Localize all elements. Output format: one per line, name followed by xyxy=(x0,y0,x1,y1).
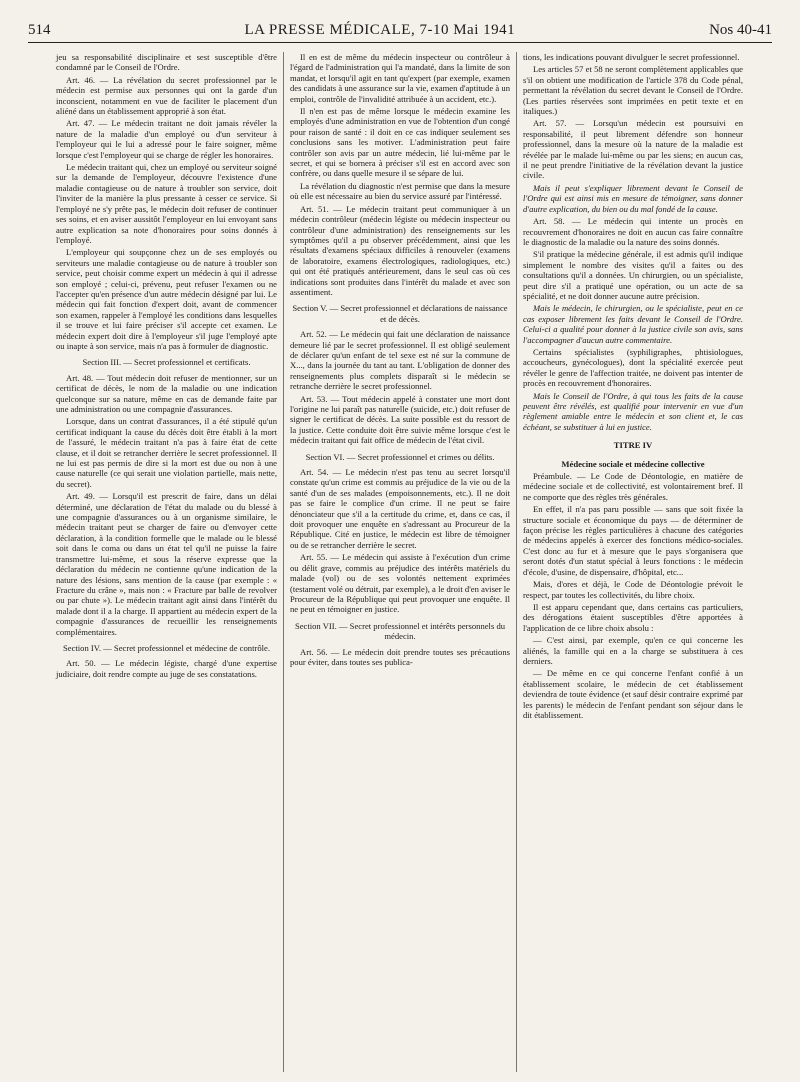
title-heading: TITRE IV xyxy=(613,440,653,451)
paragraph: En effet, il n'a pas paru possible — sans que soit fixée la structure sociale et économique du pays — de déterminer de façon précise les règles particulières à chacune des catégories de médecins appelés à exercer des fonctions médico-sociales. C'est donc au fur et à mesure que le pays s'organisera que seront dotés d'un statut spécial à leurs fonctions : le médecin d'école, d'usine, de dispensaire, d'hôpital, etc... xyxy=(523,504,743,577)
paragraph: Art. 47. — Le médecin traitant ne doit jamais révéler la nature de la maladie d'un employé ou d'un serviteur à l'employeur qui le lui a adressé pour le faire soigner, même lorsque c'est l'employeur qui se charge de régler les honoraires. xyxy=(56,118,277,160)
italic-note: Mais le Conseil de l'Ordre, à qui tous les faits de la cause peuvent être révélés, est qualifié pour intervenir en vue d'un règlement amiable entre le médecin et son client et, le cas échéant, se substituer à lui en justice. xyxy=(523,390,743,432)
journal-title: LA PRESSE MÉDICALE, 7-10 Mai 1941 xyxy=(244,21,516,38)
paragraph: Il est apparu cependant que, dans certains cas particuliers, des dérogations étaient susceptibles d'être apportées à l'application de ce libre choix absolu : xyxy=(523,601,743,633)
paragraph: Art. 54. — Le médecin n'est pas tenu au secret lorsqu'il constate qu'un crime est commis au préjudice de la vie ou de la santé d'un de ses malades (empoisonnements, etc.). Il ne doit pas se faire le complice d'un crime. Il ne peut se faire dénonciateur que s'il a la certitude du crime, et, dans ce cas, il doit provoquer une enquête en s'adressant au Procureur de la République. Cité en justice, le médecin est libre de témoigner ou de se retrancher derrière le secret. xyxy=(290,467,510,550)
section-heading: Section VI. — Secret professionnel et crimes ou délits. xyxy=(305,451,495,462)
paragraph: L'employeur qui soupçonne chez un de ses employés ou serviteurs une maladie contagieuse ou de nature à troubler son service, peut choisir comme expert un médecin à qui il adresse son employé ; celui-ci, prévenu, peut refuser l'examen ou ne l'accepter qu'en présence d'un autre médecin désigné par lui. Le médecin qui fait fonction d'expert doit, avant de commencer son examen, rappeler à l'employé les conditions dans lesquelles il se trouve et lui faire préciser s'il accepte cet examen. Le médecin expert doit dire à l'employeur s'il juge l'employé apte ou inapte à son service, mais n'a pas à formuler de diagnostic. xyxy=(56,247,277,351)
paragraph: Certains spécialistes (syphiligraphes, phtisiologues, accoucheurs, gynécologues), dont la spécialité exercée peut révéler le genre de l'affection traitée, ne doivent pas intenter de procès en recouvrement d'honoraires. xyxy=(523,346,743,389)
page-header xyxy=(28,18,772,43)
section-heading: Section III. — Secret professionnel et certificats. xyxy=(82,357,251,368)
paragraph: S'il pratique la médecine générale, il est admis qu'il indique simplement le nombre des visites qu'il a faites ou des consultations qu'il a données. Un chirurgien, ou un spécialiste, peut dire s'il a pratiqué une opération, ou un acte de sa spécialité, et ne doit donner aucune autre précision. xyxy=(523,249,743,301)
article-columns xyxy=(50,52,750,1072)
section-heading: Section V. — Secret professionnel et déclarations de naissance et de décès. xyxy=(292,303,508,324)
paragraph: Mais, d'ores et déjà, le Code de Déontologie prévoit le respect, par toutes les collectivités, du libre choix. xyxy=(523,579,743,600)
paragraph: Art. 56. — Le médecin doit prendre toutes ses précautions pour éviter, dans toutes ses publica- xyxy=(290,646,510,667)
paragraph: jeu sa responsabilité disciplinaire et sest susceptible d'être condamné par le Conseil de l'Ordre. xyxy=(56,52,277,73)
paragraph: Les articles 57 et 58 ne seront complètement applicables que s'il on obtient une modification de l'article 378 du Code pénal, permettant la révélation du secret devant le Conseil de l'Ordre. (Les parties réservées sont imprimées en petit texte et en italiques.) xyxy=(523,64,743,117)
paragraph: La révélation du diagnostic n'est permise que dans la mesure où elle est nécessaire au bien du service assuré par l'intéressé. xyxy=(290,180,510,202)
issue-number: Nos 40-41 xyxy=(709,21,772,38)
paragraph: — De même en ce qui concerne l'enfant confié à un établissement scolaire, le médecin de cet établissement deviendra de toute évidence (et sauf désir contraire exprimé par les parents) le médecin de l'enfant pendant son séjour dans le dit établissement. xyxy=(523,668,743,720)
page-number: 514 xyxy=(28,21,51,38)
paragraph: Il n'en est pas de même lorsque le médecin examine les employés d'une administration en vue de l'obtention d'un congé pour raison de santé : il doit en ce cas indiquer seulement ses conclusions sans les motiver. L'administration peut faire contrôler son avis par un autre médecin, lié lui-même par le secret, et qui se bornera à préciser s'il est en accord avec son confrère, ou dans quelle mesure il se sépare de lui. xyxy=(290,106,510,179)
paragraph: Art. 49. — Lorsqu'il est prescrit de faire, dans un délai déterminé, une déclaration de l'état du malade ou du blessé à une compagnie d'assurances ou à un organisme similaire, le médecin traitant peut se charger de faire ou d'envoyer cette déclaration, à la condition formelle que le malade ou le blessé soit dans le coma ou dans un état tel qu'il ne puisse la faire transmettre lui-même, et sous la réserve expresse que la déclaration du médecin ne contienne qu'une indication de la nature des lésions, sans mention de la cause (par exemple : « Fracture du crâne », mais non : « Fracture par balle de revolver ou par chute »). Le médecin traitant agit ainsi dans l'intérêt du malade dont il a la charge. Il appartient au médecin expert de la compagnie d'assurances de recueillir les renseignements complémentaires. xyxy=(56,491,277,637)
paragraph: Art. 50. — Le médecin légiste, chargé d'une expertise judiciaire, doit rendre compte au juge de ses constatations. xyxy=(56,658,277,679)
column-1 xyxy=(50,52,283,1072)
paragraph: Art. 53. — Tout médecin appelé à constater une mort dont l'origine ne lui paraît pas naturelle (suicide, etc.) doit refuser de signer le certificat de décès. La suite possible est du ressort de la justice. Cette conduite doit être suivie même lorsque c'est le médecin traitant qui fait office de médecin de l'état civil. xyxy=(290,393,510,446)
paragraph: — C'est ainsi, par exemple, qu'en ce qui concerne les aliénés, la famille qui en a la charge se substituera à ces derniers. xyxy=(523,635,743,666)
column-3 xyxy=(516,52,749,1072)
italic-note: Mais il peut s'expliquer librement devant le Conseil de l'Ordre qui est ainsi mis en mesure de témoigner, sans donner d'autre explication, du bien ou du mal fondé de la cause. xyxy=(523,182,743,214)
column-2 xyxy=(283,52,516,1072)
section-heading: Section VII. — Secret professionnel et intérêts personnels du médecin. xyxy=(294,620,506,642)
paragraph: Art. 58. — Le médecin qui intente un procès en recouvrement d'honoraires ne doit en aucun cas faire connaître le diagnostic de la maladie ou la nature des soins donnés. xyxy=(523,216,743,247)
italic-note: Mais le médecin, le chirurgien, ou le spécialiste, peut en ce cas exposer librement les faits devant le Conseil de l'Ordre. Celui-ci a qualité pour donner à la justice civile son avis, sans l'accompagner d'aucun autre commentaire. xyxy=(523,303,743,345)
paragraph: Art. 51. — Le médecin traitant peut communiquer à un médecin contrôleur (médecin légiste ou médecin inspecteur ou contrôleur d'une administration) des renseignements sur les symptômes qu'il a pu observer précédemment, ainsi que les résultats d'examens spéciaux difficiles à renouveler (examens de laboratoire, examens électrologiques, radiologiques, etc.) qui ont été pratiqués antérieurement, dans le seul cas où ces indications sont produites dans l'intérêt du malade et avec son assentiment. xyxy=(290,203,510,297)
paragraph: Art. 48. — Tout médecin doit refuser de mentionner, sur un certificat de décès, le nom de la maladie ou une indication quelconque sur sa nature, même en cas de demande faite par une administration ou une compagnie d'assurances. xyxy=(56,372,277,414)
paragraph: Il en est de même du médecin inspecteur ou contrôleur à l'égard de l'administration qui l'a mandaté, dans la limite de son mandat, et lorsqu'il agit en tant qu'expert (par exemple, examen des candidats à une assurance sur la vie, examen d'aptitude à un emploi, contrôle de l'invalidité attribuée à un accident, etc.). xyxy=(290,52,510,104)
paragraph: Art. 57. — Lorsqu'un médecin est poursuivi en responsabilité, il peut librement défendre son honneur professionnel, dans la mesure où la nature de la maladie est révélée par le malade lui-même ou par les siens; en aucun cas, il ne peut prendre l'initiative de la révélation devant la justice civile. xyxy=(523,118,743,181)
title-heading: Médecine sociale et médecine collective xyxy=(561,458,705,469)
paragraph: Préambule. — Le Code de Déontologie, en matière de médecine sociale et de collectivité, est volontairement bref. Il ne comporte que des règles très générales. xyxy=(523,471,743,502)
paragraph: Art. 46. — La révélation du secret professionnel par le médecin est permise aux personnes qui ont la garde d'un inconscient, notamment en vue de faciliter le placement d'un aliéné dans un établissement approprié à son état. xyxy=(56,74,277,117)
paragraph: tions, les indications pouvant divulguer le secret professionnel. xyxy=(523,52,740,62)
paragraph: Art. 55. — Le médecin qui assiste à l'exécution d'un crime ou délit grave, commis au préjudice des intérêts matériels du malade (vol) ou de ses volontés nettement exprimées (testament volé ou détruit, par exemple), a le droit d'en aviser le Procureur de la République qui peut provoquer une enquête. Il ne peut en témoigner en justice. xyxy=(290,552,510,615)
paragraph: Art. 52. — Le médecin qui fait une déclaration de naissance demeure lié par le secret professionnel. Il est obligé seulement de déclarer qu'un enfant de tel sexe est né sur la commune de X..., dans la journée du tant au tant. L'obligation de donner des renseignements plus complets disparaît si le médecin se retranche derrière le secret professionnel. xyxy=(290,329,510,392)
paragraph: Lorsque, dans un contrat d'assurances, il a été stipulé qu'un certificat indiquant la cause du décès doit être établi à la mort de l'assuré, le médecin traitant n'a pas à faire état de cette clause, et il doit se retrancher derrière le secret professionnel. Il ne lui est pas permis de dire si la mort est due ou non à une cause naturelle (ce qui serait une violation partielle, mais nette, du secret). xyxy=(56,416,277,489)
section-heading: Section IV. — Secret professionnel et médecine de contrôle. xyxy=(63,642,270,653)
paragraph: Le médecin traitant qui, chez un employé ou serviteur soigné sur la demande de l'employeur, découvre l'existence d'une maladie contagieuse ou de nature à troubler son service, doit l'inviter de la manière la plus pressante à cesser ce service. Si l'employé ne s'y prête pas, le médecin doit refuser de continuer ses soins, et en aviser aussitôt l'employeur en lui envoyant sans autre explication sa note d'honoraires pour soins donnés à l'employé. xyxy=(56,162,277,245)
